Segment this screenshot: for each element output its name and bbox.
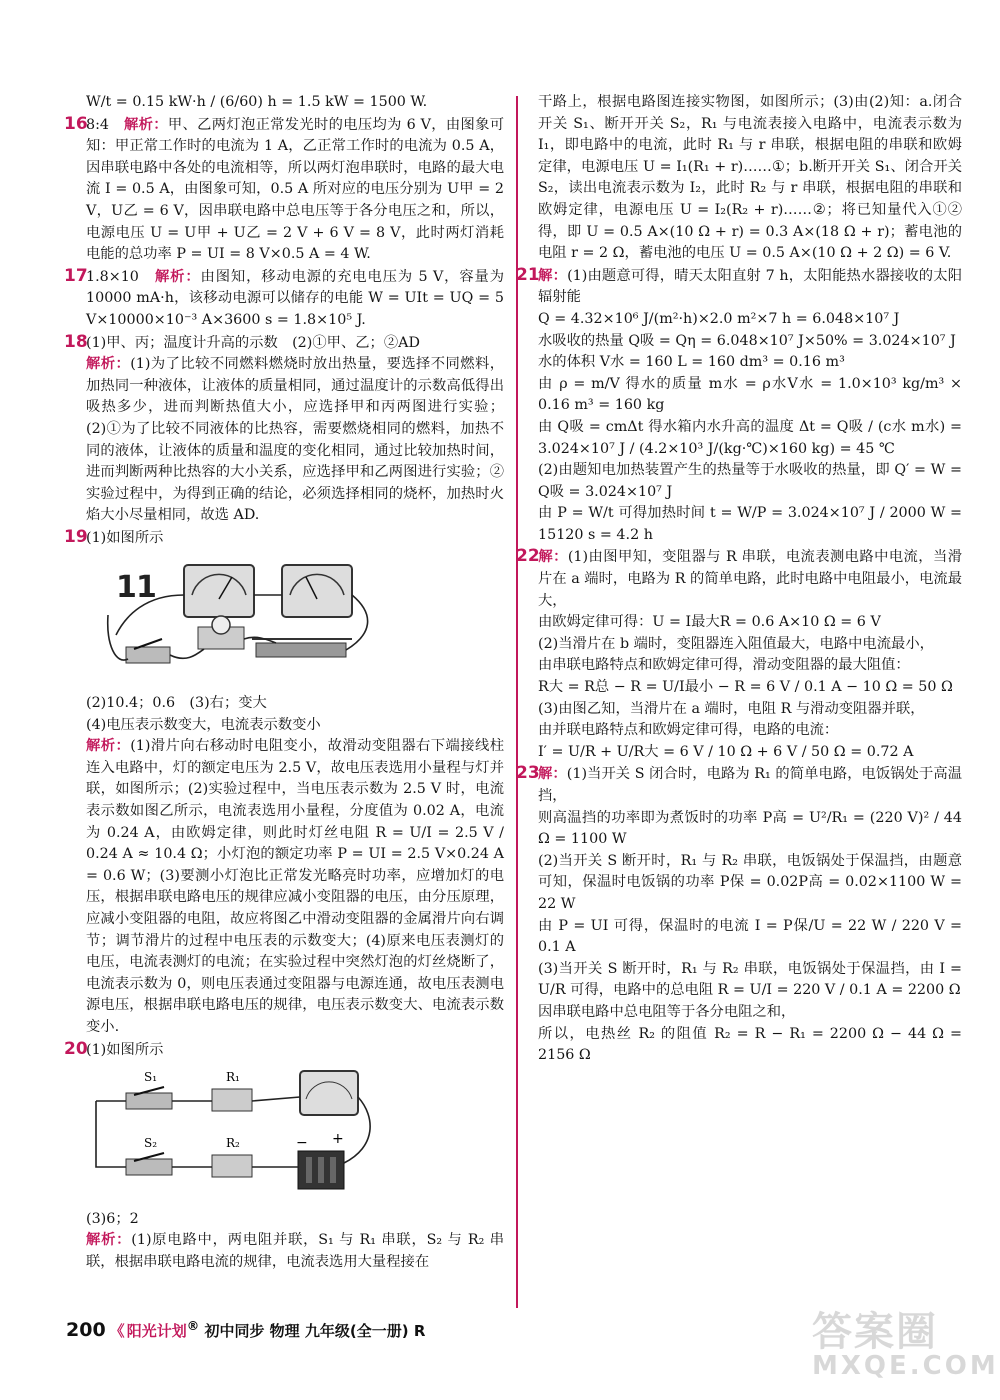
solution-tag: 解： — [538, 766, 567, 783]
fig-label: R₂ — [226, 1136, 240, 1151]
fig-label: R₁ — [226, 1070, 240, 1085]
analysis-text: 甲、乙两灯泡正常发光时的电压均为 6 V，由图象可知：甲正常工作时的电流为 1 A，乙正常工作时的电流为 0.5 A，因串联电路中各处的电流相等，所以两灯泡串联时，电路的最大电流 I = 0.5 A，由图象可知，0.5 A 所对应的电压分别为 U甲 = 2 V，U乙 = 6 V，因串联电路中总电压等于各分电压之和，所以，电源电压 U = U甲 + U乙 = 2 V + 6 V = 8 V，此时两灯消耗电能的总功率 P = UI = 8 V×0.5 A = 4 W. — [86, 116, 505, 263]
answer-text: (1)如图所示 — [86, 1041, 164, 1058]
right-column — [516, 92, 963, 1067]
battery-icon — [298, 1151, 344, 1189]
analysis-tag: 解析： — [154, 268, 201, 285]
fig-label: S₁ — [144, 1070, 158, 1085]
fig-label: 1 — [136, 570, 157, 606]
circuit-photo-19 — [86, 555, 386, 679]
analysis-text: 由图知，移动电源的充电电压为 5 V，容量为 10000 mA·h，该移动电源可以储存的电能 W = UIt = UQ = 5 V×10000×10⁻³ A×3600 s = 1.8×10⁵ J. — [86, 268, 505, 328]
question-number: 21 — [516, 264, 540, 285]
analysis-tag: 解析： — [86, 738, 131, 755]
answer-text: 8:4 — [86, 116, 110, 133]
analysis-tag: 解析： — [86, 356, 131, 373]
answer-19 — [64, 526, 504, 550]
solution-tag: 解： — [538, 267, 568, 284]
answer-21 — [516, 264, 962, 309]
solution-line: 由并联电路特点和欧姆定律可得，电路的电流： — [538, 722, 839, 739]
solution-text: (1)由题意可得，晴天太阳直射 7 h，太阳能热水器接收的太阳辐射能 — [538, 267, 962, 306]
brand-name: 阳光计划 — [126, 1322, 187, 1340]
solution-line: I′ = U/R + U/R大 = 6 V / 10 Ω + 6 V / 50 Ω = 0.72 A — [538, 743, 914, 760]
fig-label: 1 — [116, 570, 137, 606]
solution-line: 由 P = W/t 可得加热时间 t = W/P = 3.024×10⁷ J / 2000 W = 15120 s = 4.2 h — [538, 505, 962, 543]
answers-19-4: (4)电压表示数变大，电流表示数变小 — [86, 716, 321, 733]
book-subtitle: 初中同步 物理 九年级(全一册) R — [204, 1322, 426, 1340]
question-number: 18 — [64, 331, 88, 352]
answer-text: 1.8×10 — [86, 268, 139, 285]
analysis-19 — [86, 736, 504, 1038]
answer-20 — [64, 1038, 504, 1062]
watermark-line2: MXQE.COM — [812, 1351, 999, 1381]
answers-19: (2)10.4；0.6 (3)右；变大 — [86, 695, 267, 712]
solution-line: Q = 4.32×10⁶ J/(m²·h)×2.0 m²×7 h = 6.048×10⁷ J — [538, 310, 900, 327]
page-footer — [66, 1318, 425, 1341]
answer-text: (1)如图所示 — [86, 529, 164, 546]
solution-line: 则高温挡的功率即为煮饭时的功率 P高 = U²/R₁ = (220 V)² / 44 Ω = 1100 W — [538, 809, 962, 848]
double-arrow-icon: 《 — [109, 1322, 125, 1340]
analysis-tag: 解析： — [86, 1232, 132, 1249]
solution-line: 由 P = UI 可得，保温时的电流 I = P保/U = 22 W / 220 V = 0.1 A — [538, 917, 962, 956]
solution-line: (2)由题知电加热装置产生的热量等于水吸收的热量，即 Q′ = W = Q吸 = 3.024×10⁷ J — [538, 462, 962, 500]
solution-tag: 解： — [538, 549, 568, 566]
figure-19-circuit — [86, 555, 504, 687]
solution-line: 由串联电路特点和欧姆定律可得，滑动变阻器的最大阻值： — [538, 657, 910, 674]
answer-20-continued: 干路上，根据电路图连接实物图，如图所示；(3)由(2)知：a.闭合开关 S₁、断开开关 S₂，R₁ 与电流表接入电路中，电流表示数为 I₁，即电路中的电流，此时 R₁ 与 r 串联，根据电阻的串联和欧姆定律，电源电压 U = I₁(R₁ + r)……①；b.断开开关 S₁、闭合开关 S₂，读出电流表示数为 I₂，此时 R₂ 与 r 串联，根据电阻的串联和欧姆定律，电源电压 U = I₂(R₂ + r)……②；将已知量代入①②得，即 U = 0.5 A×(10 Ω + r) = 0.3 A×(18 Ω + r)；蓄电池的电阻 r = 2 Ω，蓄电池的电压 U = 0.5 A×(10 Ω + 2 Ω) = 6 V. — [538, 94, 962, 262]
circuit-photo-20 — [86, 1067, 386, 1195]
solution-line: 因串联电路中总电阻等于各分电阻之和， — [538, 1003, 796, 1020]
analysis-tag: 解析： — [123, 116, 168, 133]
answer-23 — [516, 763, 963, 807]
resistor-icon — [212, 1089, 252, 1111]
analysis-text: (1)为了比较不同燃料燃烧时放出热量，要选择不同燃料，加热同一种液体，让液体的质量相同，通过温度计的示数高低得出吸热多少，进而判断热值大小，应选择甲和丙两图进行实验；(2)①为了比较不同液体的比热容，需要燃烧相同的燃料，加热不同的液体，让液体的质量和温度的变化相同，通过比较加热时间，进而判断两种比热容的大小关系，应选择甲和乙两图进行实验；②实验过程中，为得到正确的结论，必须选择相同的烧杯，加热时火焰大小尽量相同，故选 AD. — [86, 356, 505, 524]
q15-result-line: W/t = 0.15 kW·h / (6/60) h = 1.5 kW = 1500 W. — [86, 94, 428, 110]
fig-label: + — [332, 1131, 344, 1148]
question-number: 22 — [516, 546, 540, 567]
question-number: 16 — [64, 113, 88, 134]
answer-16 — [64, 113, 505, 266]
answer-text: (1)甲、丙；温度计升高的示数 (2)①甲、乙；②AD — [86, 334, 420, 351]
ammeter-icon — [184, 565, 254, 617]
resistor-icon — [212, 1155, 252, 1177]
solution-line: 由欧姆定律可得：U = I最大R = 0.6 A×10 Ω = 6 V — [538, 614, 881, 631]
voltmeter-icon — [282, 565, 352, 617]
solution-line: 由 ρ = m/V 得水的质量 m水 = ρ水V水 = 1.0×10³ kg/m³ × 0.16 m³ = 160 kg — [538, 375, 962, 414]
solution-line: 由 Q吸 = cmΔt 得水箱内水升高的温度 Δt = Q吸 / (c水 m水) = 3.024×10⁷ J / (4.2×10³ J/(kg·℃)×160 kg) = 45 ℃ — [538, 418, 962, 457]
solution-line: (3)由图乙知，当滑片在 a 端时，电阻 R 与滑动变阻器并联， — [538, 700, 925, 717]
answer-22 — [516, 546, 962, 612]
left-column — [64, 92, 505, 1274]
fig-label: − — [296, 1135, 308, 1152]
question-number: 17 — [64, 265, 88, 286]
solution-text: (1)当开关 S 闭合时，电路为 R₁ 的简单电路，电饭锅处于高温挡， — [538, 766, 963, 804]
fig-label: S₂ — [144, 1136, 158, 1151]
question-number: 23 — [516, 763, 540, 784]
ammeter-icon — [300, 1071, 358, 1115]
solution-line: R大 = R总 − R = U/I最小 − R = 6 V / 0.1 A − 10 Ω = 50 Ω — [538, 679, 953, 696]
solution-text: (1)由图甲知，变阻器与 R 串联，电流表测电路中电流，当滑片在 a 端时，电路为 R 的简单电路，此时电路中电阻最小，电流最大， — [538, 549, 962, 609]
analysis-20 — [86, 1230, 504, 1273]
analysis-18 — [86, 354, 504, 527]
solution-line: (2)当滑片在 b 端时，变阻器连入阻值最大，电路中电流最小， — [538, 635, 934, 652]
solution-line: 所以，电热丝 R₂ 的阻值 R₂ = R − R₁ = 2200 Ω − 44 Ω = 2156 Ω — [538, 1025, 962, 1064]
figure-20-circuit — [86, 1067, 504, 1203]
question-number: 19 — [64, 526, 88, 547]
watermark-logo — [812, 1300, 999, 1386]
solution-line: 水的体积 V水 = 160 L = 160 dm³ = 0.16 m³ — [538, 354, 845, 371]
analysis-text: (1)滑片向右移动时电阻变小，故滑动变阻器右下端接线柱连入电路中，灯的额定电压为 2.5 V，故电压表选用小量程与灯并联，如图所示；(2)实验过程中，当电压表示数为 2.5 V 时，电流表示数如图乙所示，电流表选用小量程，分度值为 0.02 A，电流为 0.24 A，由欧姆定律，则此时灯丝电阻 R = U/I = 2.5 V / 0.24 A ≈ 10.4 Ω；小灯泡的额定功率 P = UI = 2.5 V×0.24 A = 0.6 W；(3)要测小灯泡比正常发光略亮时功率，应增加灯的电压，根据串联电路电压的规律应减小变阻器的电压，由分压原理，应减小变阻器的电阻，故应将图乙中滑动变阻器的金属滑片向右调节；调节滑片的过程中电压表的示数变大；(4)原来电压表测灯的电压，电流表测灯的电流；在实验过程中突然灯泡的灯丝烧断了，电流表示数为 0，则电压表通过变阻器与电源连通，故电压表测电源电压，根据串联电路电压的规律，电压表示数变大、电流表示数变小. — [86, 738, 505, 1035]
analysis-text: (1)原电路中，两电阻并联，S₁ 与 R₁ 串联，S₂ 与 R₂ 串联，根据串联电路电流的规律，电流表选用大量程接在 — [86, 1232, 505, 1270]
solution-line: (2)当开关 S 断开时，R₁ 与 R₂ 串联，电饭锅处于保温挡，由题意可知，保温时电饭锅的功率 P保 = 0.02P高 = 0.02×1100 W = 22 W — [538, 852, 962, 912]
answers-20: (3)6；2 — [86, 1210, 139, 1227]
answer-18 — [64, 331, 504, 355]
solution-line: (3)当开关 S 断开时，R₁ 与 R₂ 串联，电饭锅处于保温挡，由 I = U/R 可得，电路中的总电阻 R = U/I = 220 V / 0.1 A = 2200 Ω — [538, 960, 962, 999]
page-number: 200 — [66, 1319, 106, 1341]
solution-line: 水吸收的热量 Q吸 = Qη = 6.048×10⁷ J×50% = 3.024×10⁷ J — [538, 332, 956, 349]
registered-mark: ® — [186, 1318, 200, 1333]
question-number: 20 — [64, 1038, 88, 1059]
answer-17 — [64, 265, 505, 332]
watermark-line1: 答案圈 — [812, 1309, 938, 1355]
